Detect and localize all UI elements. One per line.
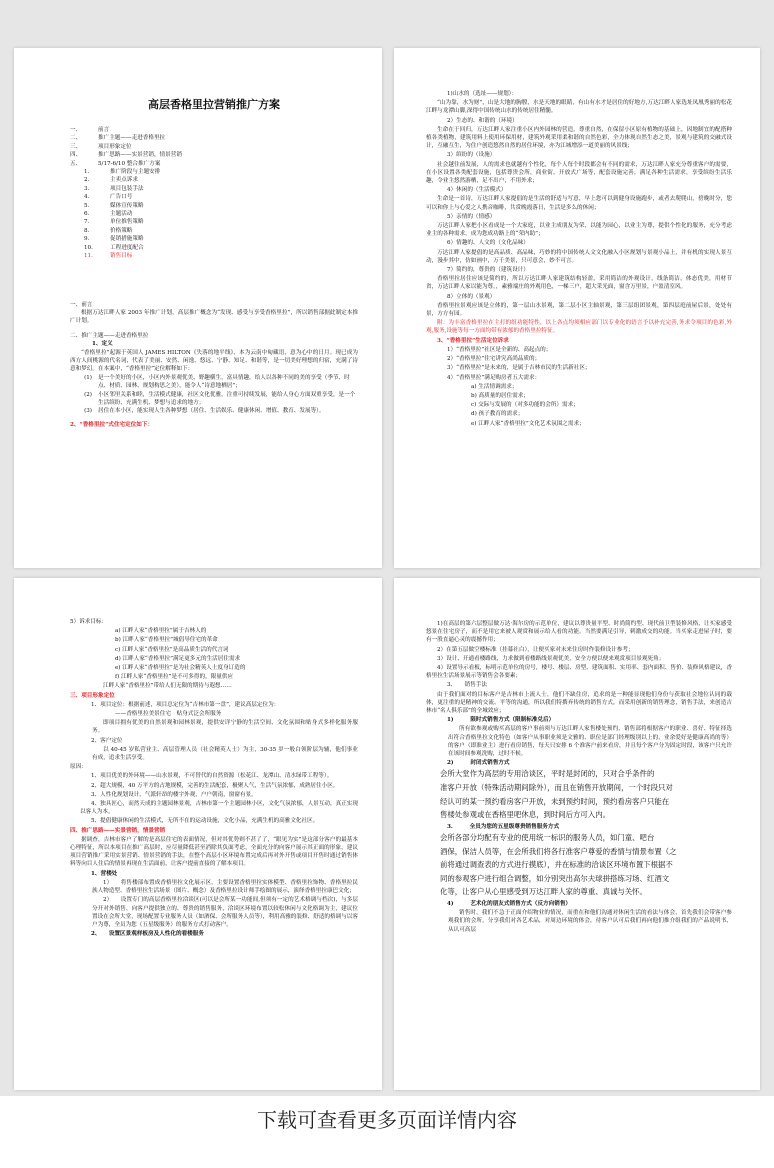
large-text-line: 会所大堂作为高层的专用洽谈区，平时是封闭的，只对合乎条件的 (440, 769, 655, 779)
toc-label: 5/17-6/10 整合推广方案 (98, 160, 161, 167)
text-line: 生命在于回归，万达江畔人家注重小区内外园林的营造，尊重自然，在保留小区原有植物的基础上，因地制宜的配搭种植各类植物，建筑用料上使用环保用材，建筑外观采用柔和谐的自然色彩，全力体现自然生态之美，景观与建筑的交融式设计，互融互生，为住户创造悠然自然的居住环境，亦为江城增添一道美丽的风景线； (426, 126, 732, 150)
text-line: 据调查，吉林市客户了解的是高层住宅的表面情况，但对其优势则不甚了了，“眼见为实”是这部分客户的最基本心理特征，所以本项目在推广高层时，应尽量降低甚至消除其负面考虑，全面充分的向客户展示其正面的形象，建议项目营销推广采用实景营销、情景营销的手法，在整个高层小区环境布置完成后再对外开售或项目开售时通过销售体料等向目人住后的情景再现在生活面前，让客户提前直接的了解本项目。 (70, 836, 358, 868)
red-heading: 2、“香格里拉”式住宅定位如下： (70, 422, 154, 429)
toc-number: 8. (84, 227, 90, 234)
toc-label: 单位推售策略 (110, 219, 144, 226)
toc-entry (70, 160, 358, 168)
definition-paragraph: “香格里拉”起源于英国人 JAMES HILTON《失落的地平线》，本为云南中甸藏语，意为心中的日月。现已成为西方人间桃源的代名词，代表了美丽、安然、闲逸、悠远、宁静、知足、和谐等，是一切美好理想的归宿，充满了诗意和梦幻。在本案中，“香格里拉”定位解释如下： (70, 349, 358, 372)
document-page-4 (394, 578, 760, 1090)
text-line: 2）在第五层做空楼标准（挂幕社白），让便买家对未来住房时作装修设计参考； (437, 646, 634, 653)
list-item-number: (1) (84, 375, 92, 382)
large-text-line: 同的参观客户进行组合调整，如分别突出高尔夫球拼搭练习场、红酒文 (440, 873, 670, 883)
text-line: c) 江畔人家“香格里拉”是高品质生活的代言词 (115, 646, 229, 653)
text-line: b) 江畔人家“香格里拉”城倡导住宅的革命 (115, 637, 218, 644)
toc-number: 9. (84, 236, 90, 243)
text-line: 3、人性化规划设计，气派轩昂的楼宇外观，户户朝南，窗窗有景。 (91, 791, 257, 798)
list-item-text: 小区邻里关系和睦，生活模式健康，社区文化优雅，注重可持续发展，能给人身心方面双重享受，是一个生活缤纷、充满生机、梦想与追求的地方； (98, 391, 356, 406)
text-line: 原因： (70, 764, 87, 771)
large-text-line: 会所各部分均配有专业的使用统一标识的服务人员，如门童、吧台 (440, 833, 655, 843)
text-line: 附：为丰富香格里拉在主打的组功能特性，以上各点均须相应部门以专业化的语言予以补充完善,务求令项目的色彩,外观,服务,设施等每一方面均带有浓郁的香格里拉特征。 (426, 320, 732, 335)
large-text-line: 准客户开放（特殊活动期间除外），而且在销售开放期间，一个时段只对 (440, 783, 673, 793)
toc-entry (70, 168, 358, 176)
large-text-line: 化等，让客户从心里感受到万达江畔人家的尊重、真诚与关怀。 (440, 887, 647, 897)
text-line: 2）生态的、和谐的（环境） (447, 117, 518, 124)
list-item-number: (3) (84, 407, 92, 414)
text-line: 5）亲情的（情感） (447, 213, 496, 220)
toc-entry (70, 202, 358, 210)
text-line: 2、超大规模，40 万平方的占地规模，完善的生活配套，极聚人气，生活气氛浓郁，成熟居住小区。 (91, 782, 339, 789)
text-line: 四、推广思路——实景营销，情景营销 (70, 827, 166, 834)
text-line: 3、 销售手法 (447, 682, 487, 689)
toc-number: 10. (84, 244, 93, 251)
toc-number: 11. (84, 253, 93, 260)
text-line: 香格里拉景观应该是立体的，第一层山水景观，第二层小区主轴景观，第三层组团景观，第四层庭前屋后景，处处有景，方方有园。 (426, 302, 732, 318)
text-line: 3、“香格里拉”生活定位诉求 (437, 337, 509, 344)
text-line: 3）缤纷的（设施） (447, 152, 496, 159)
toc-label: 推广阶段与主题安排 (110, 169, 161, 176)
text-line: 1） 将售楼部布置成香格里拉文化展示区，主要设置香格里拉实体模型、香格里拉饰物、香格里拉民族人物造型、香格里拉生活场景（图片、概念）及香格里拉设计师手绘图的展示，演绎香格里拉康巴文化； (92, 879, 358, 895)
toc-label: 推广主题——走进香格里拉 (98, 135, 166, 142)
text-line: d) 孩子教育的需求； (471, 411, 524, 418)
list-item-number: (2) (84, 391, 92, 398)
document-page-1 (14, 48, 382, 568)
toc-number: 三、 (70, 143, 82, 150)
toc-entry (70, 126, 358, 134)
text-line: 4) 艺术化的朋友式销售方式（反方向销售） (447, 901, 572, 907)
toc-entry (70, 218, 358, 226)
toc-entry (70, 185, 358, 193)
text-line: 6）情趣的、人文的（文化品味） (447, 240, 529, 247)
text-line: 2） 设置专门的高层香格里拉洽谈区(可以是会所某一功能间,但须有一定的艺术格调与档次)，与多层分开对外销售，向客户提供独立的、尊贵的销售服务，洽谈区环境布置以较松休闲与文化格调为主，建议位置设在会所大堂，现场配置专业服务人员（如酒保、会所服务人员等），利用高雅的装修、舒适的格调与以客户为尊，全员为您（五星级服务）的服务方式打动客户。 (92, 897, 358, 928)
text-line: 以 40-45 岁私营业主、高层管理人员（社会精英人士）为主，30-35 岁一般白领阶层为辅，他们事业有成，追求生活享受。 (92, 746, 358, 762)
document-page-3 (14, 578, 382, 1090)
table-of-contents (70, 126, 358, 261)
text-line: 三、项目形象定位 (70, 692, 115, 699)
text-line: f) 江畔人家“香格里拉”是不可多得的，限量供应 (115, 674, 234, 681)
toc-label: 价格策略 (110, 227, 133, 234)
text-line: e) 江畔人家“香格里拉”文化艺术氛围之需求； (471, 420, 585, 427)
document-title: 高层香格里拉营销推广方案 (148, 98, 280, 111)
text-line: e) 江畔人家“香格里拉”是为社会精英人士度身订造的 (115, 665, 246, 672)
page-2-body (426, 90, 732, 429)
text-line: b) 高质量的居住需求； (471, 392, 529, 399)
text-line: 7）简约的，尊贵的（建筑设计） (447, 267, 529, 274)
toc-label: 销售目标 (110, 253, 133, 260)
text-line: a) 生活情调需求； (471, 383, 518, 390)
toc-number: 四、 (70, 152, 82, 159)
toc-entry (70, 176, 358, 184)
toc-number: 4. (84, 194, 90, 201)
text-line: 销售时，我们不急于正面介绍物业的情况，而重在和他们沟通对休闲生活的看法与体会，首先我们会带客户参观我们的会所，分享我们对各艺术品，对周边环境的体会，待客户认可后我们再向他们推介组我们的产品说明书，从认可高层 (448, 910, 732, 933)
text-line: 2）“香格里拉”住宅讲究高尚品质的； (447, 356, 541, 363)
section-heading-theme: 二、推广主题——走进香格里拉 (70, 333, 149, 340)
large-text-line: 前将通过调查表的方式进行摸底），并在标准的洽谈区环境布置下根据不 (440, 860, 673, 870)
text-line: 8）立体的（景观） (447, 293, 496, 300)
text-line: 1)山水的（选址——规划）： (447, 91, 518, 97)
text-line: 5、提倡健康休闲的生活模式，无所不在的运动设施，文化小品，充满生机的高雅文化社区。 (91, 818, 319, 825)
toc-number: 二、 (70, 135, 82, 142)
text-line: 1、项目定位：根据前述，项目总定位为“吉林市第一盘”，建议高层定位为： (91, 701, 280, 708)
text-line: 5）诉求目标： (70, 619, 108, 625)
definition-list (70, 374, 358, 415)
page-4-body (426, 620, 732, 935)
subheading-definition: 1、定义 (92, 341, 113, 348)
toc-label: 工程进度配合 (110, 244, 144, 251)
text-line: 3. 全员为您的五星级尊贵销售服务方式 (447, 823, 560, 830)
list-item-text: 居住在本小区，能实现人生各种梦想（居住、生活娱乐、健康休闲、增值、教育、发展等）。 (98, 407, 325, 414)
toc-label: 前言 (98, 127, 110, 133)
text-line: d) 江畔人家“香格里拉”满足更多元的生活居住需求 (115, 655, 241, 662)
text-line: 4）设置导示看板，标明示范单位的房号，楼号、楼层、房型、建筑面积、实用率、套内面积、售价、装修风格建议，香格里拉生活场景展示等销售会各要素； (426, 665, 732, 680)
list-item (70, 374, 358, 390)
text-line: 3）设计、开通看楼路线，力求做到看楼路线景观优美，安全方便以便来观赏项目景观死角； (437, 655, 665, 662)
toc-entry (70, 252, 358, 260)
list-item (70, 391, 358, 407)
toc-label: 主题活动 (110, 211, 133, 218)
text-line: 1）“香格里拉”社区是全新的、高起点的； (447, 346, 552, 353)
large-text-line: 酒保，保洁人员等，在会所我们将各行准客户尊爱的香情与情景布置（之 (440, 846, 677, 856)
toc-label: 项目形象定位 (98, 143, 132, 150)
text-line: 1、项目优美的外环境——山水景观，不可替代的自然资源（松花江、龙潭山、清水绿带工程等）。 (91, 773, 333, 780)
toc-entry (70, 193, 358, 201)
text-line: 2、 设置区景观样板房及人性化的看楼服务 (91, 931, 204, 938)
toc-label: 推广思路——实景营销，情景营销 (98, 152, 182, 159)
toc-entry (70, 134, 358, 142)
toc-label: 广告口号 (110, 194, 133, 201)
toc-number: 五、 (70, 160, 82, 167)
text-line: 生命是一首诗，万达江畔人家提倡的是生活的舒适与写意，早上您可以到健身设施跑步，或者去爬爬山，傍晚时分，您可以和你上与心爱之人携音咖啡，共赏晚霞落日，生活是多么的休闲； (426, 196, 732, 211)
text-line: 由于我们面对的目标客户是吉林市上流人士，他们不缺住房，追求的是一种能显现他们身份与获取社会地位认同的载体，更注重的是精神的交流、平等的沟通，所以我们特撰弃传统的销售方式，而采用创新的销售理念，销售手法，来创造吉林市“名人俱乐部”的全城效应； (426, 691, 732, 715)
toc-number: 一、 (70, 127, 82, 133)
text-line: 4）“香格里拉”满足购房者五大需求： (447, 374, 541, 381)
text-line: 1) 限时式销售方式（限制标准兑后） (447, 717, 555, 724)
toc-entry (70, 244, 358, 252)
text-line: 万达江畔人家提倡的是高品质、高品味，巧妙的将中国传统人文文化融入小区规划与景观小品上，并有机的实现人景互动，漫步其中，仿如画中，万千美景，只可意会，妙不可言。 (426, 249, 732, 264)
section-heading-preface: 一、前言 (70, 301, 93, 308)
list-item (70, 407, 358, 415)
preface-paragraph: 根据万达江畔人家 2003 年推广计划，高层推广概念为“发现、感受与享受香格里拉”，所以销售部据此制定本推广计划。 (70, 309, 358, 324)
text-line: 2) 封闭式销售方式 (447, 760, 510, 767)
toc-entry (70, 235, 358, 243)
text-line: 4）休闲的（生活模式） (447, 187, 507, 194)
page-3-body (70, 618, 358, 939)
text-line: 4、独具匠心，而然天成的主题园林景观，吉林市第一个主题园林小区，文化气氛浓郁，人景互动，真正实现以客人为本。 (80, 801, 358, 816)
download-more-banner[interactable]: 下载可查看更多页面详情内容 (0, 1096, 774, 1168)
text-line: 万达江畔人家把小区看成是一个大家庭，以业主成朋友为荣，以能为园心，以业主为尊，提供个性化的服务，充分考虑业主的各种需求，成为您成功路上的“荣内助”； (426, 223, 732, 238)
text-line: 香格里拉居住应该是简约的，所以万达江畔人家建筑结构轻盈，采用简洁的外观设计，线条简洁，体态优美，用材节省，万达江畔人家以能为尊，，素雅端庄的外观用色，一梯三户，超大采光面，窗含万里景，户盈清室风。 (426, 276, 732, 291)
text-line: 即项目拥有优美的自然景观和园林景观，提供安详宁静的生活空间、文化氛围和贴身式多样化服务服务。 (92, 720, 358, 735)
toc-entry (70, 227, 358, 235)
document-page-2 (394, 48, 760, 568)
text-line: 社会越往前发展，人的需求也就越有个性化，每个人每个时段都会有不同的需求，万达江畔人家充分尊重客户的需要，在小区设置各类配套设施，包括尊贵会所，商业街，开放式广场等，配套设施完善，满足各种生活需求，享受缤纷生活乐趣，令业主悠然游栖，足不出户，不用外求； (426, 161, 732, 185)
text-line: 2、客户定位 (91, 737, 123, 744)
text-line: c) 交际与发展的（对多功能的会所）需求； (471, 402, 579, 409)
large-text-line: 经认可的某一预约看房客户开放，未到预约时间，预约看房客户只能在 (440, 796, 670, 806)
toc-entry (70, 151, 358, 159)
text-line: 1)在高层的第六层整层做万达·海尔房的示范单位，建议以尊贵量平型、时尚简约型、现代前卫型装修风格，让买家感受悠景在住宅房子，而不是用它来被人观赏和展示给人看的功能。当然要满足引导，刺激成交的功能。当买家走进屋子时，要有一股直逼心灵的震撼作用； (426, 621, 732, 644)
text-line: 3）“香格里拉”是未来的，是属于吉林市民的生活新社区； (447, 365, 591, 372)
toc-label: 促销措施策略 (110, 236, 144, 243)
toc-label: 项目包装手法 (110, 185, 144, 192)
toc-number: 2. (84, 177, 90, 184)
toc-entry (70, 210, 358, 218)
text-line: 1、营楼处 (91, 870, 118, 877)
toc-number: 3. (84, 185, 90, 192)
list-item-text: 是一个美好的小区，小区内外景观优美、野趣横生，富具情趣，给人以各种不同的美的享受（季节、时点、材质、园林、规划构思之美），能令人“诗意地栖居”； (98, 375, 350, 390)
toc-number: 1. (84, 169, 90, 176)
text-line: “山为靠，水为财”，山是大地的胸膛，水是天地的眼睛，有山有水才是居住的好地方,万达江畔人家选址凤凰秀丽的松花江畔与龙潭山脚,深得中国传统山水的传统居住精髓。 (426, 100, 732, 115)
text-line: 江畔人家“香格里拉”带给人们无限的期待与遐想…… (103, 683, 232, 690)
toc-number: 5. (84, 202, 90, 209)
toc-number: 7. (84, 219, 90, 226)
text-line: a) 江畔人家“香格里拉”属于吉林人的 (115, 628, 207, 635)
text-line: ——香格里拉美景住宅 贴身式泛会所服务 (115, 711, 222, 718)
toc-label: 主卖点诉求 (110, 177, 138, 184)
large-text-line: 售楼处参观或在香格里吧休息，到时间后方可入内。 (440, 810, 610, 820)
text-line: 所有欲参观或购买高层的客户事前须与万达江畔人家售楼处预约，销售部将根据客户的职业、喜好、特征择选出符合香格里拉文化特色（如客户从事职业须是文雅的、职位是部门经理级别以上的，业余爱好是健康高尚的等）的客户（即准业主）进行看房销售，每天只安排 6 个准客户前来看房，并且每个客户分为固定时段，该客户只允许在该时间参观洗购，过时不候。 (448, 726, 732, 758)
toc-label: 媒体宣传策略 (110, 202, 144, 209)
toc-entry (70, 143, 358, 151)
toc-number: 6. (84, 211, 90, 218)
